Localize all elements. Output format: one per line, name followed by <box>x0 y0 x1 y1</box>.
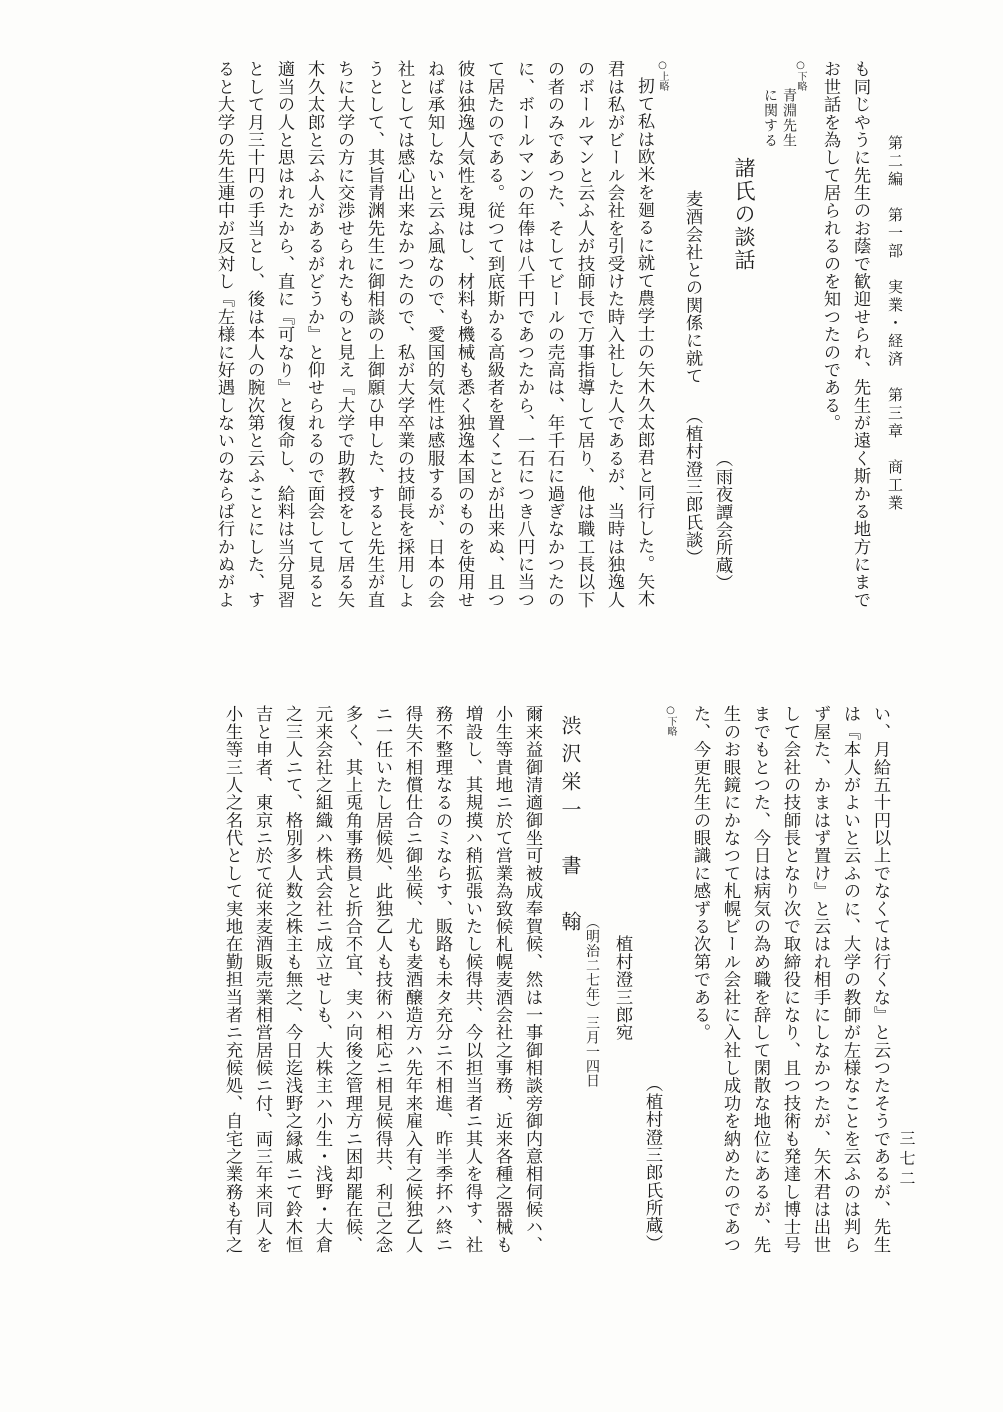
cont-line: して会社の技師長となり次で取締役になり、且つ技術も発達し博士号 <box>780 705 800 1254</box>
letter-source: （植村澄三郎氏所蔵） <box>642 1075 662 1252</box>
body-line: て居たのである。従つて到底斯かる高級者を置くことが出来ぬ、且つ <box>484 60 504 609</box>
running-title: 第二編 第一部 実業・経済 第三章 商工業 <box>886 135 904 513</box>
body-line: のボールマンと云ふ人が技師長で万事指導して居り、他は職工長以下 <box>574 60 594 609</box>
letter-line: 得失不相償仕合ニ御坐候、尤も麦酒醸造方ハ先年来雇入有之候独乙人 <box>402 705 422 1254</box>
cont-line: 生のお眼鏡にかなつて札幌ビール会社に入社し成功を納めたのであつ <box>720 705 740 1254</box>
body-line: ねば承知しないと云ふ風なので、愛国的気性は感服するが、日本の会 <box>424 60 444 609</box>
intro-line: お世話を為して居られるのを知つたのである。 <box>820 60 840 432</box>
letter-title: 渋沢栄一 書 翰 <box>558 715 582 939</box>
letter-line: ニ一任いたし居候処、此独乙人も技術ハ相応ニ相見候得共、利己之念 <box>372 705 392 1254</box>
addressee-col <box>607 705 637 1365</box>
cont-line: は『本人がよいと云ふのに、大学の教師が左様なことを云ふのは判ら <box>840 705 860 1254</box>
letter-line: 爾来益御清適御坐可被成奉賀候、然は一事御相談旁御内意相伺候ハ、 <box>522 705 542 1254</box>
body-line: の者のみであつた、そしてビールの売高は、年千石に過ぎなかつたの <box>544 60 564 609</box>
section-title-subs <box>759 60 797 660</box>
letter-line: 多く、其上兎角事務員と折合不宜、実ハ向後之管理方ニ困却罷在候、 <box>342 705 362 1254</box>
cont-line: ず屋た、かまはず置け』と云はれ相手にしなかつたが、矢木君は出世 <box>810 705 830 1254</box>
letter-line: 務不整理なるのミならす、販路も未タ充分ニ不相進、昨半季抔ハ終ニ <box>432 705 452 1254</box>
body-line: 彼は独逸人気性を現はし、材料も機械も悉く独逸本国のものを使用せ <box>454 60 474 609</box>
body-line: に、ボールマンの年俸は八千円であつたから、一石につき八円に当つ <box>514 60 534 609</box>
pre-mark: ○上略 <box>657 60 668 91</box>
letter-date: （明治二七年）三月一四日 <box>584 915 600 1088</box>
letter-source-col <box>637 705 667 1365</box>
top-section <box>85 60 875 660</box>
omit-mark: ○下略 <box>665 705 676 736</box>
bottom-section <box>85 705 895 1365</box>
section-sub1: 青淵先生 <box>781 88 797 148</box>
cont-line: た、今更先生の眼識に感ずる次第である。 <box>690 705 710 1042</box>
section-title-block <box>732 60 797 660</box>
body-line: 社としては感心出来なかつたので、私が大学卒業の技師長を採用しよ <box>394 60 414 609</box>
section-sub2: に関する <box>762 88 778 148</box>
section-title: 諸氏の談話 <box>732 157 756 272</box>
letter-line: 増設し、其規摸ハ稍拡張いたし候得共、今以担当者ニ其人を得す、社 <box>462 705 482 1254</box>
cont-line: い、月給五十円以上でなくては行くな』と云つたそうであるが、先生 <box>870 705 890 1254</box>
omit-mark: ○下略 <box>795 60 806 91</box>
body-line: 君は私がビール会社を引受けた時入社した人であるが、当時は独逸人 <box>604 60 624 609</box>
body-line: 扨て私は欧米を廻るに就て農学士の矢木久太郎君と同行した。矢木 <box>634 77 654 608</box>
body-line: うとして、其旨青渊先生に御相談の上御願ひ申した、すると先生が直 <box>364 60 384 609</box>
body-line: ると大学の先生連中が反対し『左様に好遇しないのならば行かぬがよ <box>214 60 234 609</box>
body-line: 木久太郎と云ふ人があるがどうか』と仰せられるので面会して見ると <box>304 60 324 609</box>
letter-line: 小生等三人之名代として実地在勤担当者ニ充候処、自宅之業務も有之 <box>222 705 242 1254</box>
source-note: （雨夜譚会所蔵） <box>712 450 732 592</box>
addressee: 植村澄三郎宛 <box>612 935 632 1042</box>
header-column <box>880 135 910 695</box>
intro-line: も同じやうに先生のお蔭で歓迎せられ、先生が遠く斯かる地方にまで <box>850 60 870 609</box>
cont-line: までもとつた、今日は病気の為め職を辞して閑散な地位にあるが、先 <box>750 705 770 1254</box>
page-number: 三七二 <box>897 1130 916 1190</box>
letter-line: 之三人ニて、格別多人数之株主も無之、今日迄浅野之縁戚ニて鈴木恒 <box>282 705 302 1254</box>
letter-line: 元来会社之組織ハ株式会社ニ成立せしも、大株主ハ小生・浅野・大倉 <box>312 705 332 1254</box>
body-line: として月三十円の手当とし、後は本人の腕次第と云ふことにした、す <box>244 60 264 609</box>
letter-line: 小生等貴地ニ於て営業為致候札幌麦酒会社之事務、近来各種之器械も <box>492 705 512 1254</box>
body-line: 適当の人と思はれたから、直に『可なり』と復命し、給料は当分見習 <box>274 60 294 609</box>
article-title: 麦酒会社との関係に就て <box>682 190 702 385</box>
body-line: ちに大学の方に交渉せられたものと見え『大学で助教授をして居る矢 <box>334 60 354 609</box>
article-heading <box>677 60 707 660</box>
letter-line: 吉と申者、東京ニ於て従来麦酒販売業相営居候ニ付、両三年来同人を <box>252 705 272 1254</box>
speaker: （植村澄三郎氏談） <box>682 406 702 566</box>
date-col <box>585 705 607 1365</box>
